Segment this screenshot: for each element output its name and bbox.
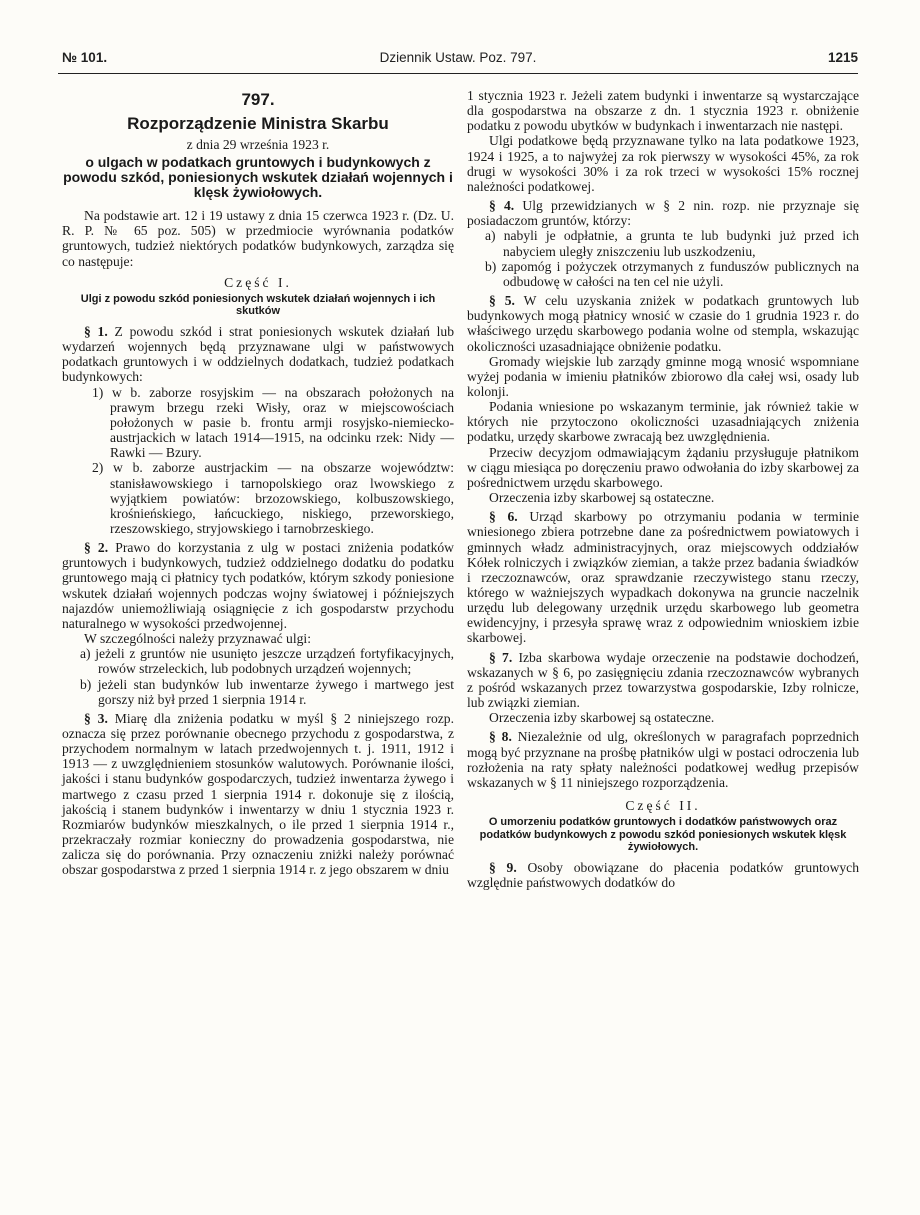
- section-2-text2: W szczególności należy przyznawać ulgi:: [84, 631, 311, 647]
- section-1-label: § 1.: [84, 323, 108, 339]
- issue-number: № 101.: [62, 50, 108, 65]
- page-number: 1215: [827, 50, 858, 65]
- section-6: [467, 509, 859, 645]
- regulation-subtitle: o ulgach w podatkach gruntowych i budynkowych z powodu szkód, poniesionych wskutek działań wojennych i klęsk żywiołowych.: [63, 154, 453, 201]
- section-7-p2: Orzeczenia izby skarbowej są ostateczne.: [489, 710, 715, 726]
- section-3: [62, 711, 454, 878]
- section-5-text: W celu uzyskania zniżek w podatkach gruntowych lub budynkowych mogą płatnicy wnosić w czasie do 1 grudnia 1923 r. do właściwego urzędu skarbowego podania wolne od stempla, wskazując okoliczności uzasadniające obniżenie podatku.: [467, 293, 860, 354]
- item-number: 797.: [241, 90, 275, 109]
- right-column: [467, 88, 859, 890]
- section-4-text: Ulg przewidzianych w § 2 nin. rozp. nie przyznaje się posiadaczom gruntów, którzy:: [467, 198, 860, 229]
- section-2-label: § 2.: [84, 540, 109, 556]
- part-1-heading: Część I.: [224, 274, 292, 290]
- journal-title: Dziennik Ustaw. Poz. 797.: [379, 50, 537, 65]
- continued-paragraph: 1 stycznia 1923 r. Jeżeli zatem budynki i inwentarze są wystarczające dla gospodarstwa na obszarze z dn. 1 stycznia 1923 r. obniżenie podatku z powodu ubytków w budynkach i inwentarzach nie następi.: [467, 88, 859, 134]
- section-4-item-b: b) zapomóg i pożyczek otrzymanych z funduszów publicznych na odbudowę w całości na ten cel nie użyli.: [485, 258, 859, 289]
- section-5: [467, 293, 859, 354]
- header-rule: [58, 73, 858, 74]
- section-8-text: Niezależnie od ulg, określonych w paragrafach poprzednich mogą być przyznane na prośbę płatników ulgi w postaci odroczenia lub rozłożenia na raty spłaty należności podatkowej według przepisów wskazanych w § 11 niniejszego rozporządzenia.: [467, 729, 860, 790]
- section-7-label: § 7.: [489, 649, 513, 665]
- part-2-title: O umorzeniu podatków gruntowych i dodatków państwowych oraz podatków budynkowych z powodu szkód poniesionych wskutek klęsk żywiołowych.: [479, 816, 847, 854]
- left-column: [62, 88, 454, 878]
- section-2-item-a: a) jeżeli z gruntów nie usunięto jeszcze urządzeń fortyfikacyjnych, rowów strzeleckich, lub podobnych urządzeń wojennych;: [80, 646, 454, 677]
- section-1-text: Z powodu szkód i strat poniesionych wskutek działań lub wydarzeń wojennych będą przyznawane ulgi w państwowych podatkach gruntowych i w oddzielnych dodatkach, tudzież podatkach budynkowych:: [62, 323, 454, 385]
- section-2: [62, 540, 454, 631]
- section-4: [467, 198, 859, 228]
- section-1-item-2: 2) w b. zaborze austrjackim — na obszarze województw: stanisławowskiego i tarnopolskiego oraz lwowskiego z wyjątkiem powiatów: brzozowskiego, kolbuszowskiego, krośnieńskiego, łańcuckiego, niskiego, przeworskiego, rzeszowskiego, stryjowskiego i tarnobrzeskiego.: [92, 460, 454, 536]
- section-5-p2: Gromady wiejskie lub zarządy gminne mogą wnosić wspomniane wyżej podania w imieniu płatników zbiorowo dla całej wsi, osady lub kolonji.: [467, 353, 859, 399]
- section-5-p4: Przeciw decyzjom odmawiającym żądaniu przysługuje płatnikom w ciągu miesiąca po doręczeniu prawo odwołania do izby skarbowej za pośrednictwem urzędu skarbowego.: [467, 444, 859, 490]
- relief-years-paragraph: Ulgi podatkowe będą przyznawane tylko na lata podatkowe 1923, 1924 i 1925, a to najwyżej za rok pierwszy w wysokości 45%, za rok drugi w wysokości 30% i za rok trzeci w wysokości 15% rocznej należności podatkowej.: [467, 133, 859, 194]
- section-8: [467, 729, 859, 790]
- section-9: [467, 860, 859, 890]
- section-7-text: Izba skarbowa wydaje orzeczenie na podstawie dochodzeń, wskazanych w § 6, po zasięgnięciu zdania rzeczoznawców wybranych z pośród wskazanych przez towarzystwa gospodarskie, Izby rolnicze, lub związki ziemian.: [467, 649, 859, 711]
- regulation-title: Rozporządzenie Ministra Skarbu: [127, 114, 389, 133]
- section-1-item-1: 1) w b. zaborze rosyjskim — na obszarach położonych na prawym brzegu rzeki Wisły, oraz w miejscowościach położonych w pasie b. frontu armji rosyjsko-niemiecko-austrjackich w latach 1914—1915, na odcinku rzek: Nidy — Rawki — Bzury.: [92, 384, 454, 461]
- section-8-label: § 8.: [489, 729, 512, 745]
- section-1: [62, 324, 454, 385]
- section-9-text: Osoby obowiązane do płacenia podatków gruntowych względnie państwowych dodatków do: [467, 859, 860, 890]
- section-2-text: Prawo do korzystania z ulg w postaci zniżenia podatków gruntowych i budynkowych, tudzież oddzielnego dodatku do podatku gruntowego mają ci płatnicy tych podatków, którym szkody poniesione wskutek działań wojennych podczas wojny światowej i późniejszych najazdów uniemożliwiają osiągnięcie z ich gospodarstw przychodu naturalnego w wysokości przedwojennej.: [62, 540, 454, 631]
- section-5-label: § 5.: [489, 293, 515, 309]
- section-5-p3: Podania wniesione po wskazanym terminie, jak również takie w których nie przytoczono okoliczności uzasadniających zniżenia podatku, urzędy skarbowe zwracają bez uwzględnienia.: [467, 399, 859, 445]
- preamble: Na podstawie art. 12 i 19 ustawy z dnia 15 czerwca 1923 r. (Dz. U. R. P. № 65 poz. 505) w przedmiocie wyrównania podatków gruntowych, tudzież niektórych podatków budynkowych, zarządza się co następuje:: [62, 208, 454, 269]
- section-4-item-a: a) nabyli je odpłatnie, a grunta te lub budynki już przed ich nabyciem uległy zniszczeniu lub uszkodzeniu,: [485, 228, 859, 259]
- section-6-text: Urząd skarbowy po otrzymaniu podania w terminie wniesionego zbiera potrzebne dane za pośrednictwem powiatowych i gminnych władz administracyjnych, oraz miejscowych oddziałów Kółek rolniczych i związków ziemian, a także przez badania świadków i rzeczoznawców, oraz sprawdzanie rzeczywistego stanu rzeczy, którego w ważniejszych wypadkach dokonywa na gruncie naczelnik urzędu lub delegowany urzędnik urzędu skarbowego lub geometra ewidencyjny, i przesyła sprawę wraz z odpowiednim wnioskiem izbie skarbowej.: [467, 509, 859, 646]
- section-2-item-b: b) jeżeli stan budynków lub inwentarze żywego i martwego jest gorszy niż był przed 1 sierpnia 1914 r.: [80, 676, 454, 707]
- section-6-label: § 6.: [489, 509, 518, 525]
- page-header: [58, 50, 858, 72]
- section-3-text: Miarę dla zniżenia podatku w myśl § 2 niniejszego rozp. oznacza się przez porównanie obecnego przychodu z gospodarstwa, z przychodem normalnym w latach przedwojennych t. j. 1911, 1912 i 1913 — z uwzględnieniem stosunków walutowych. Porównanie ilości, jakości i stanu budynków gospodarczych, tudzież inwentarza żywego i martwego z czasu przed 1 sierpnia 1914 r. dokonuje się z ilością, jakością i stanem budynków i inwentarzy w dniu 1 stycznia 1923 r. Rozmiarów budynków mieszkalnych, o ile przed 1 sierpnia 1914 r., przekraczały rozmiar konieczny do prowadzenia gospodarstwa, nie zalicza się do porównania. Przy oznaczeniu zniżki należy porównać obszar gospodarstwa z przed 1 sierpnia 1914 r. z jego obszarem w dniu: [62, 710, 454, 878]
- section-4-label: § 4.: [489, 198, 515, 214]
- part-1-title: Ulgi z powodu szkód poniesionych wskutek działań wojennych i ich skutków: [80, 292, 436, 318]
- part-2-heading: Część II.: [625, 798, 701, 814]
- regulation-date: z dnia 29 września 1923 r.: [186, 137, 330, 152]
- section-3-label: § 3.: [84, 710, 108, 726]
- section-5-p5: Orzeczenia izby skarbowej są ostateczne.: [489, 490, 715, 506]
- section-9-label: § 9.: [489, 859, 517, 875]
- section-7: [467, 650, 859, 711]
